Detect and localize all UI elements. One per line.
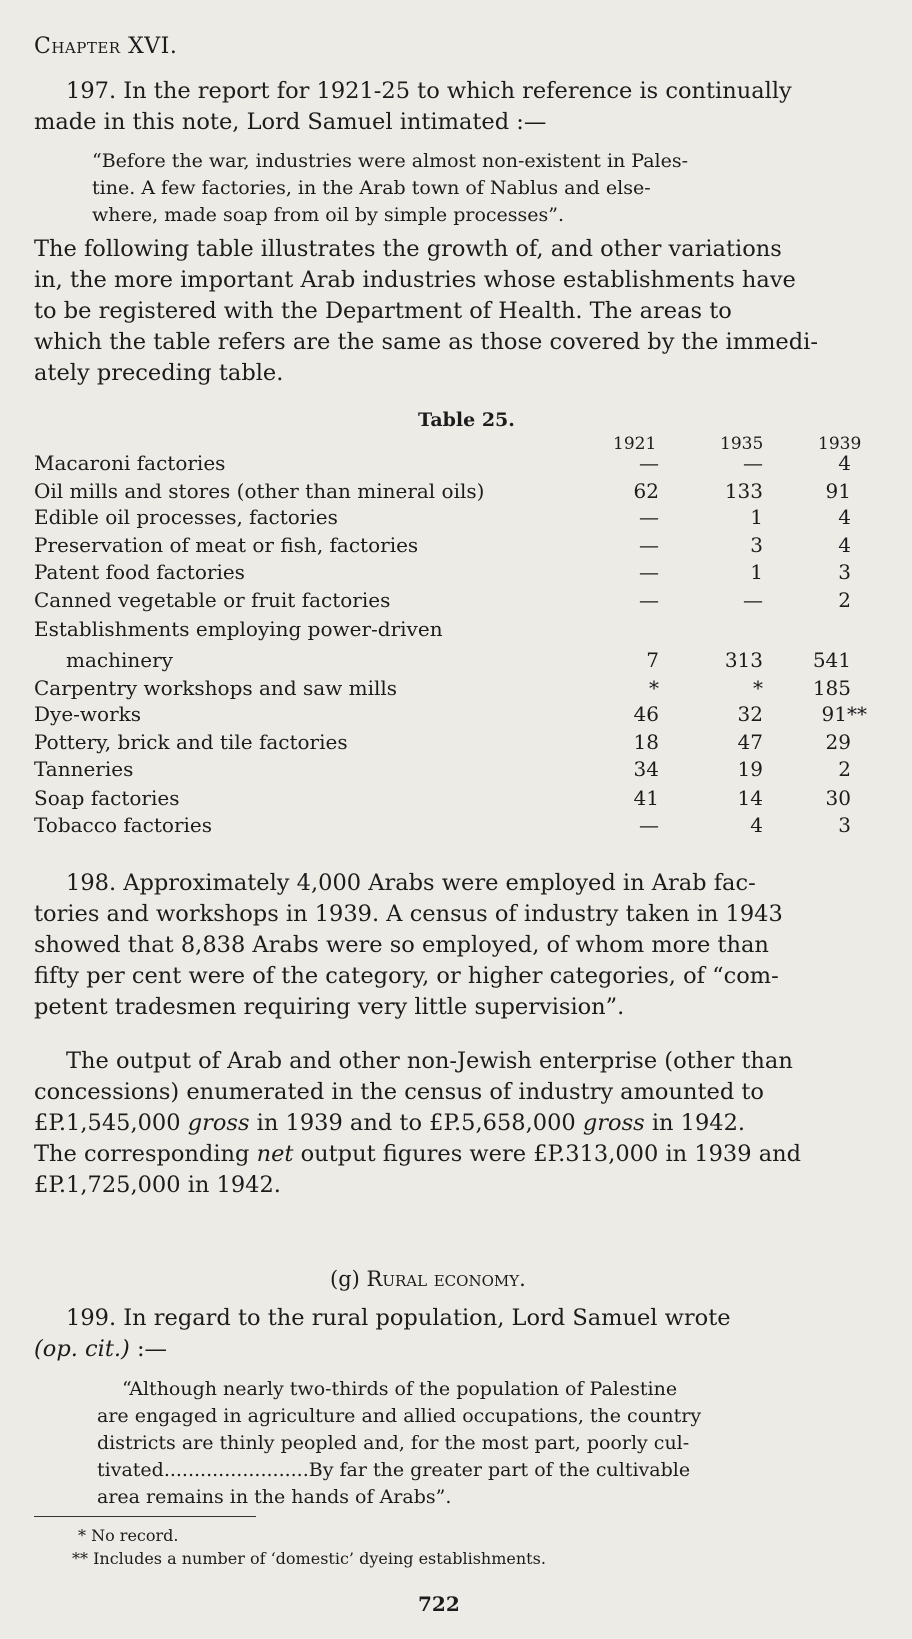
table-cell-1939: 185 [812, 676, 851, 700]
table-cell-1921: — [639, 588, 659, 612]
table-cell-1939: 3 [838, 813, 851, 837]
chapter-heading: Chapter XVI. [34, 34, 178, 59]
text-line: ately preceding table. [34, 360, 284, 386]
table-row-label: Oil mills and stores (other than mineral oils) [34, 479, 485, 503]
table-cell-1921: — [639, 560, 659, 584]
quote-line: districts are thinly peopled and, for the most part, poorly cul- [97, 1432, 690, 1454]
table-row-label: Establishments employing power-driven [34, 617, 443, 641]
table-row-label: Macaroni factories [34, 451, 226, 475]
table-cell-1939: 4 [838, 533, 851, 557]
text-line: to be registered with the Department of Health. The areas to [34, 298, 732, 324]
table-cell-1935: 133 [724, 479, 763, 503]
quote-line: “Before the war, industries were almost non-existent in Pales- [92, 150, 689, 172]
table-cell-1935: 19 [737, 757, 763, 781]
table-cell-1921: 18 [633, 730, 659, 754]
table-cell-1935: 47 [737, 730, 763, 754]
footnote-rule [34, 1516, 256, 1517]
table-title: Table 25. [418, 409, 515, 431]
table-cell-1921: * [649, 676, 659, 700]
table-cell-1921: 46 [633, 702, 659, 726]
quote-line: tivated........................By far the greater part of the cultivable [97, 1459, 691, 1481]
text-span: in 1939 and to £P.5,658,000 [249, 1110, 583, 1136]
table-row-label: Tobacco factories [34, 813, 213, 837]
table-row-label: Pottery, brick and tile factories [34, 730, 348, 754]
text-line: which the table refers are the same as those covered by the immedi- [34, 329, 818, 355]
text-span: output figures were £P.313,000 in 1939 and [293, 1141, 802, 1167]
table-cell-1921: — [639, 505, 659, 529]
table-cell-1921: 62 [633, 479, 659, 503]
text-line: The following table illustrates the growth of, and other variations [34, 236, 782, 262]
table-row-label: Tanneries [34, 757, 134, 781]
text-span: :— [129, 1336, 168, 1362]
table-cell-1935: 1 [750, 505, 763, 529]
text-line: petent tradesmen requiring very little supervision”. [34, 994, 625, 1020]
table-cell-1935: * [753, 676, 763, 700]
table-cell-1935: 4 [750, 813, 763, 837]
table-cell-1921: — [639, 533, 659, 557]
text-line: tories and workshops in 1939. A census of industry taken in 1943 [34, 901, 783, 927]
table-row-label: Preservation of meat or fish, factories [34, 533, 419, 557]
text-span: The corresponding [34, 1141, 257, 1167]
table-cell-1939: 2 [838, 757, 851, 781]
table-cell-1939: 4 [838, 505, 851, 529]
table-row-label: Soap factories [34, 786, 180, 810]
table-cell-1935: 313 [724, 648, 763, 672]
italic-gross: gross [187, 1110, 250, 1136]
text-line: concessions) enumerated in the census of industry amounted to [34, 1079, 764, 1105]
text-line: 197. In the report for 1921-25 to which reference is continually [66, 78, 792, 104]
text-line [34, 1108, 854, 1139]
table-cell-1935: 1 [750, 560, 763, 584]
table-row-label: Canned vegetable or fruit factories [34, 588, 391, 612]
text-line: 198. Approximately 4,000 Arabs were employed in Arab fac- [66, 870, 756, 896]
quote-line: “Although nearly two-thirds of the population of Palestine [122, 1378, 678, 1400]
table-cell-1921: 7 [646, 648, 659, 672]
table-cell-1939: 29 [825, 730, 851, 754]
text-line: fifty per cent were of the category, or higher categories, of “com- [34, 963, 779, 989]
table-cell-1939: 4 [838, 451, 851, 475]
table-row-label: Edible oil processes, factories [34, 505, 338, 529]
text-line: 199. In regard to the rural population, Lord Samuel wrote [66, 1305, 731, 1331]
table-cell-1939: 91 [825, 479, 851, 503]
table-cell-1939: 541 [812, 648, 851, 672]
quote-line: where, made soap from oil by simple processes”. [92, 204, 565, 226]
table-row-label: Patent food factories [34, 560, 245, 584]
text-line: £P.1,725,000 in 1942. [34, 1172, 281, 1198]
year-header-1921: 1921 [613, 434, 657, 454]
section-heading [330, 1267, 526, 1291]
section-title: Rural economy. [366, 1267, 526, 1291]
table-cell-1935: 14 [737, 786, 763, 810]
table-cell-1939: 2 [838, 588, 851, 612]
italic-op-cit: (op. cit.) [34, 1336, 130, 1362]
table-cell-1935: — [743, 588, 763, 612]
text-line: showed that 8,838 Arabs were so employed, of whom more than [34, 932, 769, 958]
table-row-label: machinery [66, 648, 173, 672]
table-row-label: Carpentry workshops and saw mills [34, 676, 398, 700]
page-number: 722 [418, 1592, 460, 1616]
text-line [34, 1139, 854, 1170]
footnote: * No record. [78, 1526, 179, 1545]
table-cell-1939: 91** [821, 702, 867, 726]
table-cell-1939: 30 [825, 786, 851, 810]
year-header-1939: 1939 [818, 434, 862, 454]
quote-line: tine. A few factories, in the Arab town of Nablus and else- [92, 177, 651, 199]
section-letter: (g) [330, 1267, 367, 1291]
text-span: £P.1,545,000 [34, 1110, 188, 1136]
quote-line: are engaged in agriculture and allied occupations, the country [97, 1405, 702, 1427]
table-cell-1935: 3 [750, 533, 763, 557]
table-row-label: Dye-works [34, 702, 142, 726]
quote-line: area remains in the hands of Arabs”. [97, 1486, 452, 1508]
table-cell-1921: — [639, 451, 659, 475]
year-header-1935: 1935 [720, 434, 764, 454]
table-cell-1921: — [639, 813, 659, 837]
italic-net: net [256, 1141, 294, 1167]
table-cell-1921: 34 [633, 757, 659, 781]
table-cell-1935: — [743, 451, 763, 475]
text-line: in, the more important Arab industries whose establishments have [34, 267, 796, 293]
text-line: The output of Arab and other non-Jewish enterprise (other than [66, 1048, 793, 1074]
text-span: in 1942. [644, 1110, 746, 1136]
footnote: ** Includes a number of ‘domestic’ dyeing establishments. [72, 1549, 546, 1568]
table-cell-1939: 3 [838, 560, 851, 584]
table-cell-1921: 41 [633, 786, 659, 810]
table-cell-1935: 32 [737, 702, 763, 726]
italic-gross: gross [582, 1110, 645, 1136]
text-line [34, 1334, 854, 1365]
text-line: made in this note, Lord Samuel intimated :— [34, 109, 547, 135]
